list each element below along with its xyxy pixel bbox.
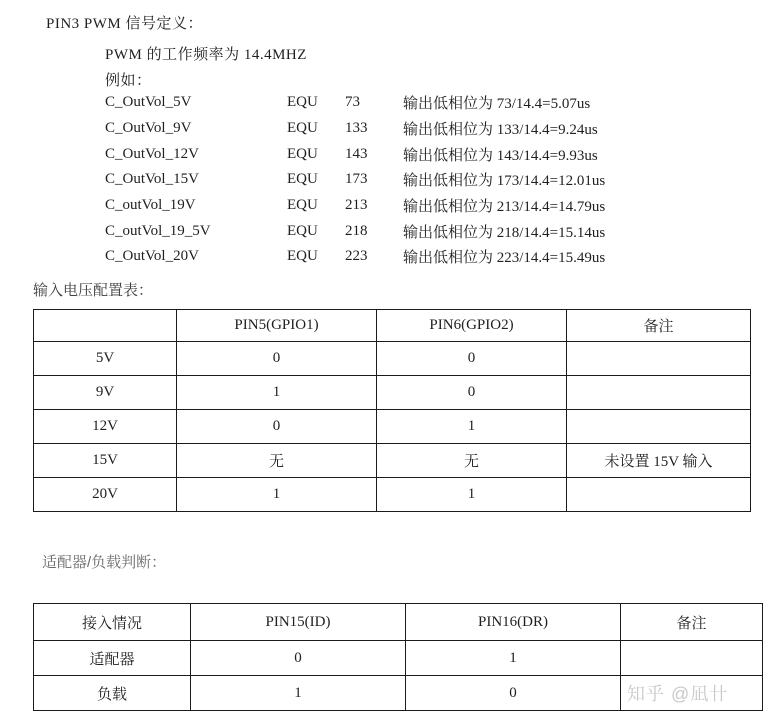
remark-cell [621,641,763,676]
equ-value: 223 [345,248,368,265]
row-label: 9V [34,376,177,410]
equ-description: 输出低相位为 133/14.4=9.24us [403,122,598,139]
row-label: 负载 [34,676,191,711]
table-row [34,641,763,676]
pwm-equ-definitions [105,90,705,270]
pwm-frequency-line: PWM 的工作频率为 14.4MHZ [105,47,307,63]
equ-description: 输出低相位为 73/14.4=5.07us [403,96,591,113]
column-header-blank [34,310,177,342]
pin5-value: 无 [177,444,377,478]
table-row [34,410,751,444]
remark-cell: 未设置 15V 输入 [567,444,751,478]
table-row [34,444,751,478]
equ-symbol: C_OutVol_15V [105,171,199,188]
input-voltage-table [33,309,751,512]
equ-row [105,116,705,142]
equ-value: 218 [345,222,368,239]
pin16-value: 0 [406,676,621,711]
equ-value: 143 [345,145,368,162]
row-label: 15V [34,444,177,478]
column-header-pin5: PIN5(GPIO1) [177,310,377,342]
equ-row [105,218,705,244]
equ-symbol: C_OutVol_12V [105,145,199,162]
remark-cell [567,478,751,512]
pin6-value: 0 [377,376,567,410]
equ-row [105,193,705,219]
column-header-pin15: PIN15(ID) [191,604,406,641]
equ-symbol: C_OutVol_5V [105,94,192,111]
equ-value: 73 [345,94,360,111]
remark-cell [567,376,751,410]
column-header-remark: 备注 [567,310,751,342]
pin16-value: 1 [406,641,621,676]
pin6-value: 1 [377,478,567,512]
equ-keyword: EQU [287,120,318,137]
pin15-value: 0 [191,641,406,676]
table-header-row [34,310,751,342]
equ-symbol: C_OutVol_9V [105,120,192,137]
equ-keyword: EQU [287,145,318,162]
equ-symbol: C_OutVol_20V [105,248,199,265]
row-label: 5V [34,342,177,376]
equ-row [105,141,705,167]
equ-description: 输出低相位为 213/14.4=14.79us [403,199,606,216]
row-label: 20V [34,478,177,512]
pin5-value: 0 [177,342,377,376]
zhihu-watermark: 知乎 @凪卄 [627,684,729,704]
pin5-value: 1 [177,376,377,410]
table-row [34,342,751,376]
pin6-value: 0 [377,342,567,376]
pin5-value: 1 [177,478,377,512]
column-header-connection: 接入情况 [34,604,191,641]
table-row [34,376,751,410]
row-label: 适配器 [34,641,191,676]
equ-keyword: EQU [287,222,318,239]
equ-description: 输出低相位为 143/14.4=9.93us [403,147,598,164]
remark-cell [567,410,751,444]
equ-value: 173 [345,171,368,188]
remark-cell [567,342,751,376]
column-header-pin16: PIN16(DR) [406,604,621,641]
equ-value: 133 [345,120,368,137]
pin5-value: 0 [177,410,377,444]
equ-keyword: EQU [287,94,318,111]
row-label: 12V [34,410,177,444]
pwm-signal-definition-title: PIN3 PWM 信号定义： [46,16,204,32]
equ-description: 输出低相位为 223/14.4=15.49us [403,250,606,267]
equ-value: 213 [345,197,368,214]
input-voltage-table-caption: 输入电压配置表： [33,282,154,299]
equ-row [105,167,705,193]
table-header-row [34,604,763,641]
equ-symbol: C_outVol_19V [105,197,196,214]
equ-row [105,244,705,270]
equ-keyword: EQU [287,171,318,188]
example-label: 例如： [105,73,152,89]
table-row [34,478,751,512]
pin15-value: 1 [191,676,406,711]
column-header-pin6: PIN6(GPIO2) [377,310,567,342]
equ-symbol: C_outVol_19_5V [105,222,211,239]
equ-description: 输出低相位为 218/14.4=15.14us [403,224,606,241]
pin6-value: 无 [377,444,567,478]
adapter-load-caption: 适配器/负载判断： [42,554,167,571]
equ-keyword: EQU [287,248,318,265]
equ-keyword: EQU [287,197,318,214]
pin6-value: 1 [377,410,567,444]
equ-description: 输出低相位为 173/14.4=12.01us [403,173,606,190]
column-header-remark: 备注 [621,604,763,641]
equ-row [105,90,705,116]
